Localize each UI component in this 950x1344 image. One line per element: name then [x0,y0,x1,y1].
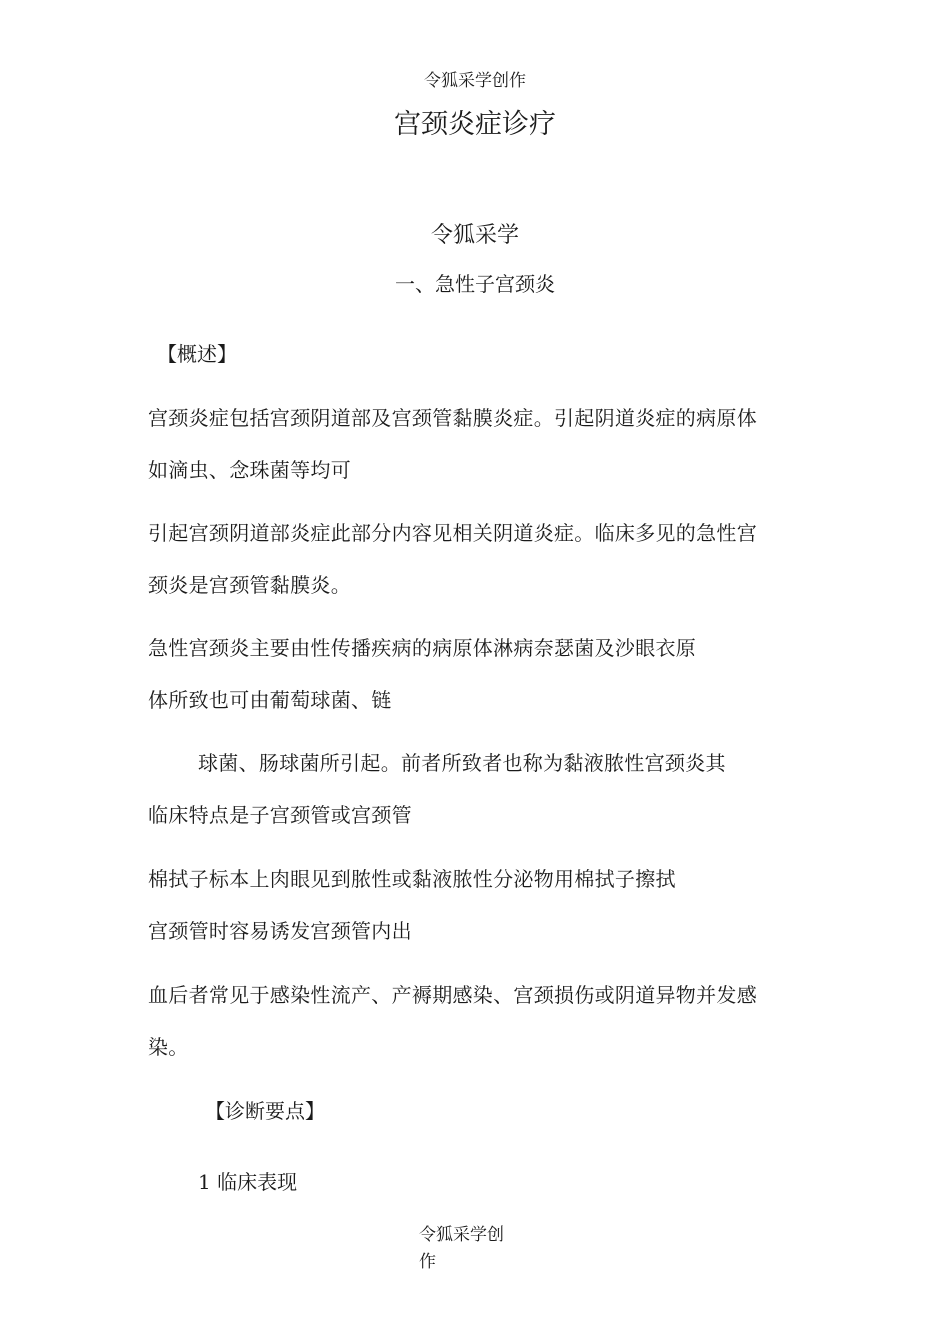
paragraph-line: 宫颈管时容易诱发宫颈管内出 [148,919,412,943]
paragraph-line: 急性宫颈炎主要由性传播疾病的病原体淋病奈瑟菌及沙眼衣原 [148,636,697,660]
diagnosis-heading: 【诊断要点】 [205,1099,325,1123]
section-title: 一、急性子宫颈炎 [395,272,555,296]
paragraph-line: 临床特点是子宫颈管或宫颈管 [148,803,412,827]
paragraph-line: 体所致也可由葡萄球菌、链 [148,688,392,712]
paragraph-line: 血后者常见于感染性流产、产褥期感染、宫颈损伤或阴道异物并发感 [148,983,757,1007]
paragraph-line: 引起宫颈阴道部炎症此部分内容见相关阴道炎症。临床多见的急性宫 [148,521,757,545]
overview-heading: 【概述】 [157,342,237,366]
paragraph-line: 如滴虫、念珠菌等均可 [148,458,351,482]
document-title: 宫颈炎症诊疗 [394,109,556,140]
page-header: 令狐采学创作 [424,71,526,91]
paragraph-line: 宫颈炎症包括宫颈阴道部及宫颈管黏膜炎症。引起阴道炎症的病原体 [148,406,757,430]
clinical-heading: 1 临床表现 [198,1170,298,1194]
paragraph-line: 球菌、肠球菌所引起。前者所致者也称为黏液脓性宫颈炎其 [198,751,726,775]
author-name: 令狐采学 [430,223,519,248]
page-footer: 令狐采学创作 [419,1225,504,1272]
paragraph-line: 染。 [148,1035,189,1059]
paragraph-line: 颈炎是宫颈管黏膜炎。 [148,573,351,597]
paragraph-line: 棉拭子标本上肉眼见到脓性或黏液脓性分泌物用棉拭子擦拭 [148,867,676,891]
